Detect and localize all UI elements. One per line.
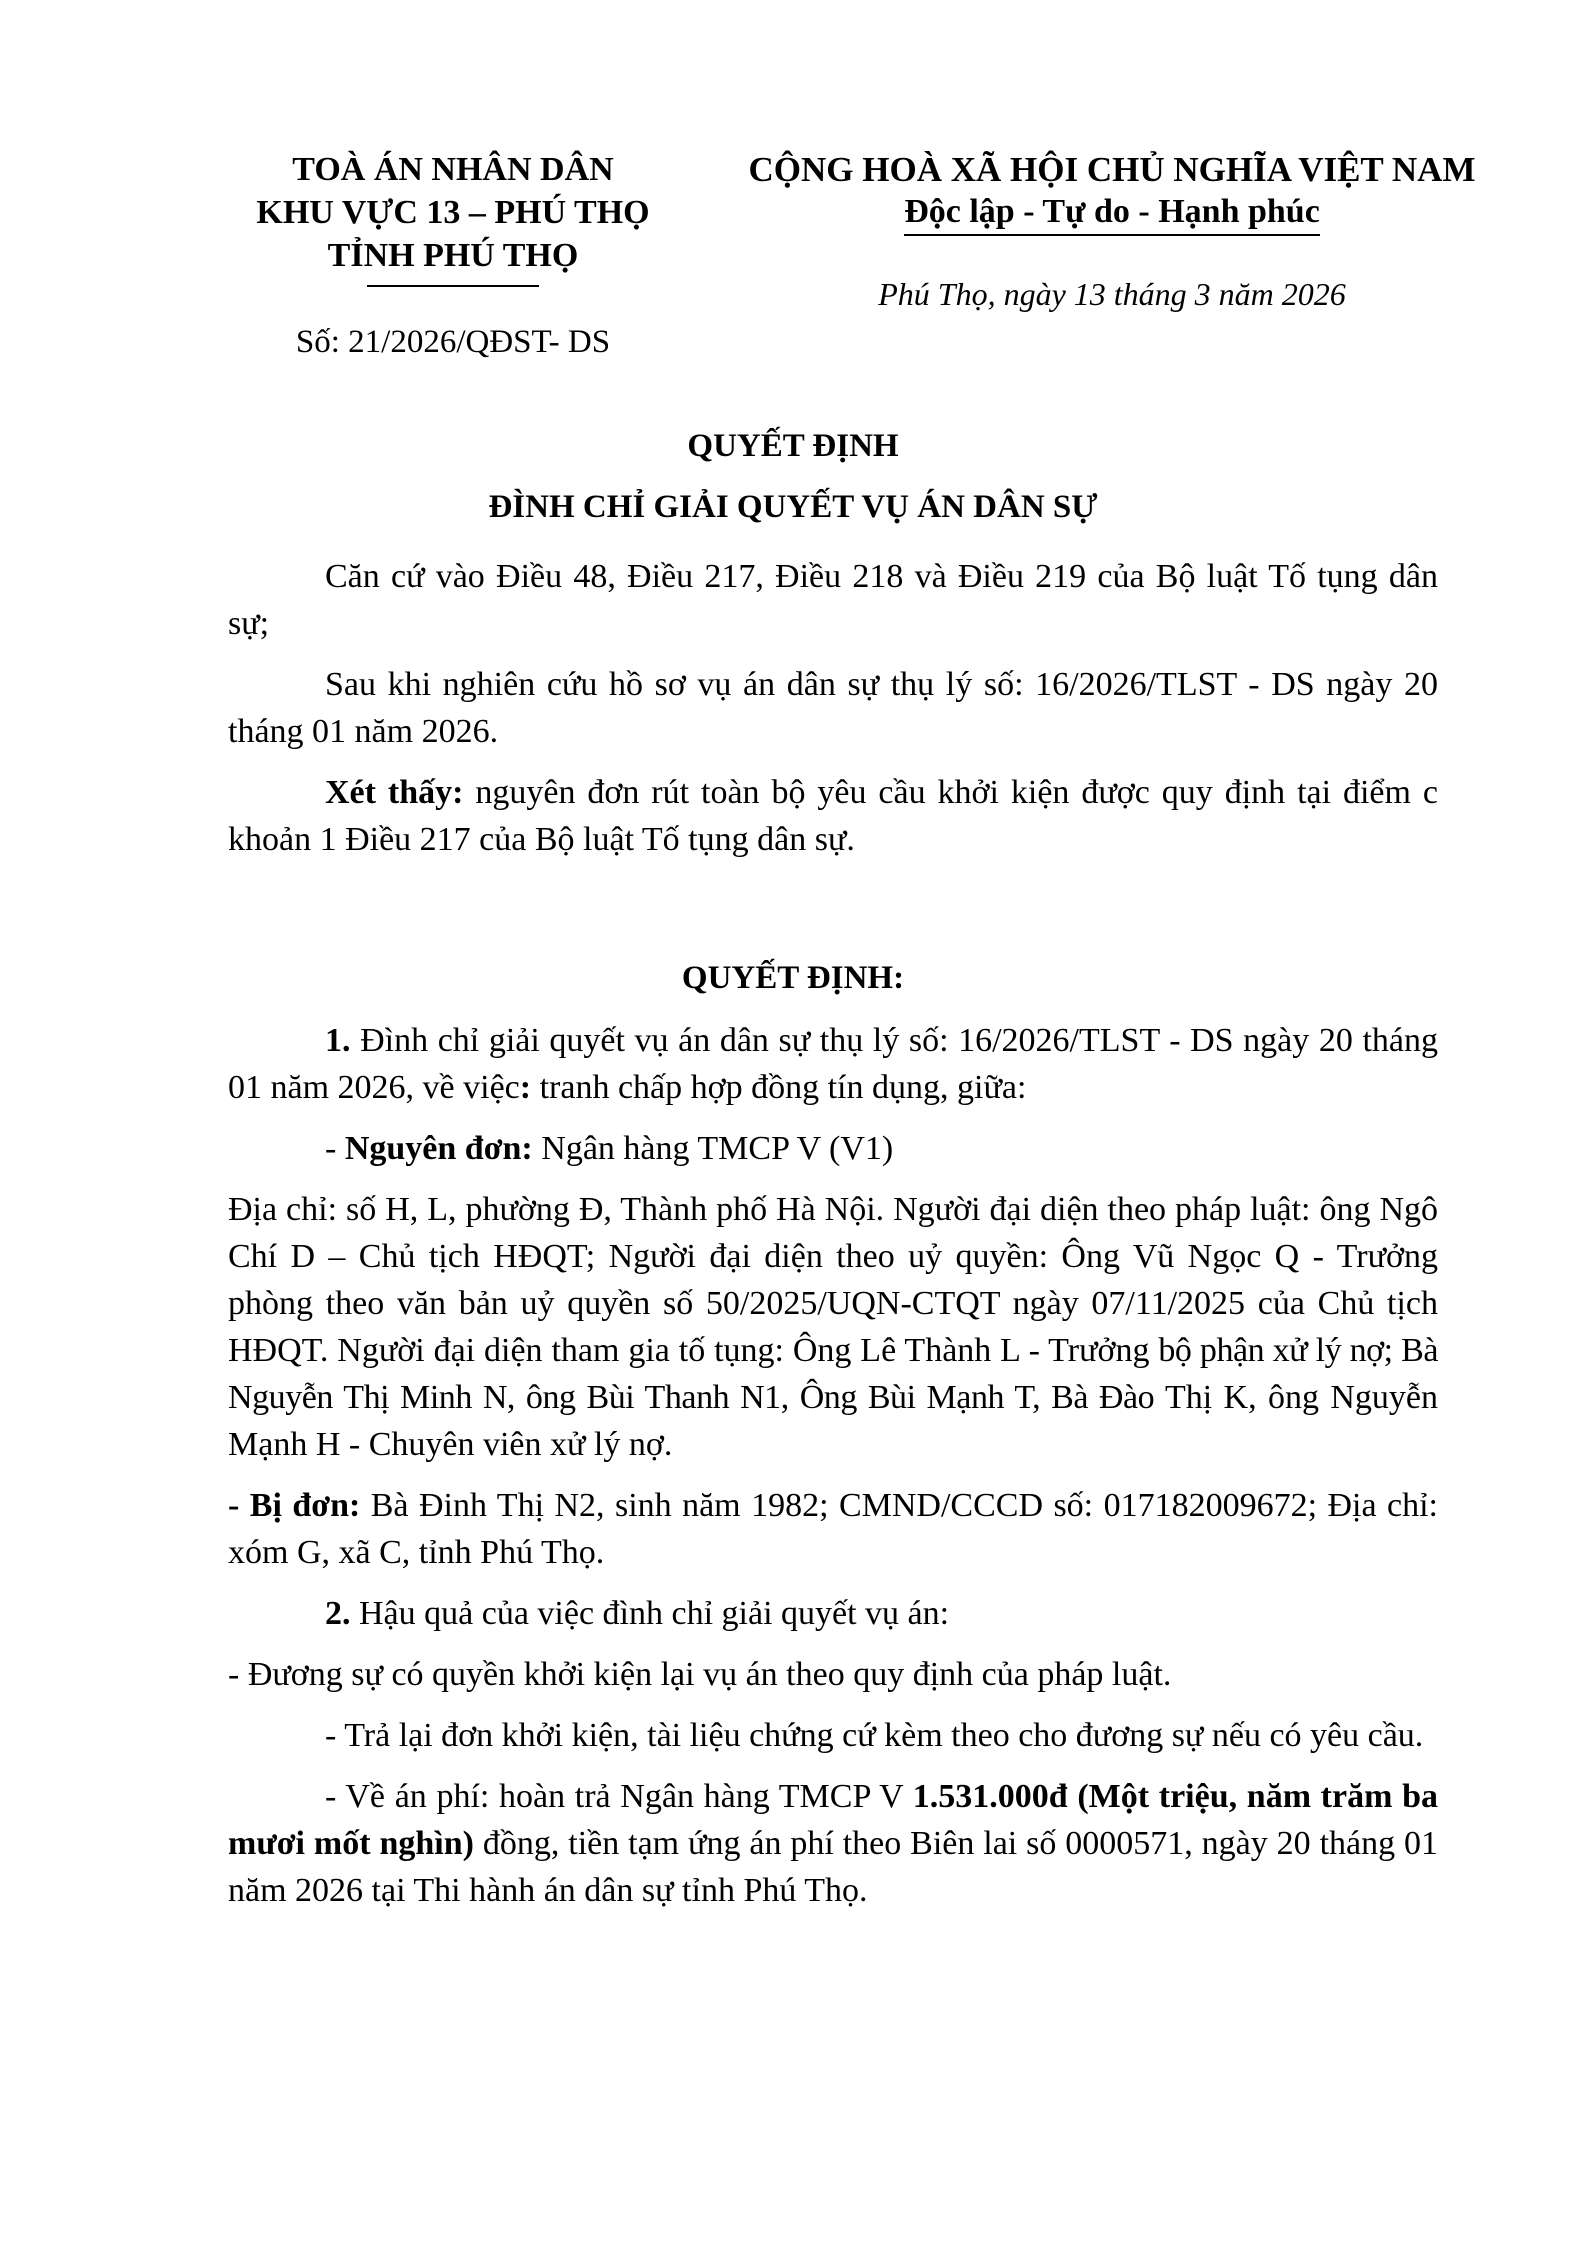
fee-suffix: đồng, tiền tạm ứng án phí theo Biên lai số 0000571, ngày 20 tháng 01 năm 2026 tại Thi hành án dân sự tỉnh Phú Thọ. xyxy=(228,1825,1439,1909)
decision-subject: ĐÌNH CHỈ GIẢI QUYẾT VỤ ÁN DÂN SỰ xyxy=(488,489,1098,525)
plaintiff-detail-c: Thị K, ông Nguyễn Mạnh H - Chuyên viên xử lý nợ. xyxy=(228,1379,1438,1463)
defendant-label: - Bị đơn: xyxy=(228,1487,361,1524)
plaintiff-label: Nguyên đơn: xyxy=(344,1130,533,1167)
national-header xyxy=(712,148,1512,236)
consequence-1: - Đương sự có quyền khởi kiện lại vụ án theo quy định của pháp luật. xyxy=(228,1656,1172,1693)
defendant xyxy=(228,1482,1438,1576)
court-name-line2: KHU VỰC 13 – PHÚ THỌ xyxy=(256,194,650,231)
country-name: CỘNG HOÀ XÃ HỘI CHỦ NGHĨA VIỆT NAM xyxy=(748,150,1476,189)
court-header-divider xyxy=(367,285,539,287)
plaintiff-detail-b: bộ phận xử lý nợ; Bà Nguyễn Thị Minh N, ông Bùi Thanh N1, Ông Bùi Mạnh T, Bà Đào xyxy=(228,1332,1438,1416)
decision-heading: QUYẾT ĐỊNH: xyxy=(681,960,905,996)
item-1-colon: : xyxy=(519,1069,532,1106)
plaintiff-prefix: - xyxy=(325,1130,345,1167)
place-date: Phú Thọ, ngày 13 tháng 3 năm 2026 xyxy=(878,276,1346,312)
finding xyxy=(228,769,1438,863)
plaintiff-detail-a: Địa chỉ: số H, L, phường Đ, Thành phố Hà Nội. Người đại diện theo pháp luật: ông Ngô Chí D – Chủ tịch HĐQT; Người đại diện theo uỷ quyền: Ông Vũ Ngọc Q - Trưởng phòng theo văn bản uỷ quyền số 50/2025/UQN-CTQT ngày 07/11/2025 của Chủ tịch HĐQT. Người đại diện tham gia tố tụng: Ông Lê Thành L - Trưởng xyxy=(228,1191,1438,1369)
finding-text: nguyên đơn rút toàn bộ yêu cầu khởi kiện được quy định tại điểm c khoản 1 Điều 217 của Bộ luật Tố tụng dân sự. xyxy=(228,774,1438,858)
document-number: Số: 21/2026/QĐST- DS xyxy=(295,324,611,360)
decision-title: QUYẾT ĐỊNH xyxy=(687,428,899,464)
plaintiff xyxy=(228,1125,1438,1172)
decision-item-1 xyxy=(228,1017,1438,1111)
defendant-text: Bà Đinh Thị N2, sinh năm 1982; CMND/CCCD số: 017182009672; Địa chỉ: xóm G, xã C, tỉnh Phú Thọ. xyxy=(228,1487,1438,1571)
court-fee xyxy=(228,1773,1438,1914)
court-name-line3: TỈNH PHÚ THỌ xyxy=(327,237,579,274)
plaintiff-detail xyxy=(228,1186,1438,1468)
court-header xyxy=(228,148,678,287)
item-2-text: Hậu quả của việc đình chỉ giải quyết vụ án: xyxy=(350,1595,950,1632)
decision-item-2 xyxy=(228,1590,1438,1637)
preamble xyxy=(228,553,1438,863)
item-2-number: 2. xyxy=(325,1595,351,1632)
fee-prefix: - Về án phí: hoàn trả Ngân hàng TMCP V xyxy=(325,1778,913,1815)
decision-body xyxy=(228,1017,1438,1914)
legal-basis: Căn cứ vào Điều 48, Điều 217, Điều 218 và Điều 219 của Bộ luật Tố tụng dân sự; xyxy=(228,558,1438,642)
case-review: Sau khi nghiên cứu hồ sơ vụ án dân sự thụ lý số: 16/2026/TLST - DS ngày 20 tháng 01 năm 2026. xyxy=(228,666,1438,750)
fee-amount: 1.531.000đ (Một triệu, năm trăm ba mươi mốt nghìn) xyxy=(228,1778,1438,1862)
plaintiff-name: Ngân hàng TMCP V (V1) xyxy=(532,1130,894,1167)
court-name-line1: TOÀ ÁN NHÂN DÂN xyxy=(292,151,614,188)
national-motto: Độc lập - Tự do - Hạnh phúc xyxy=(904,191,1320,236)
finding-label: Xét thấy: xyxy=(325,774,464,811)
item-1-number: 1. xyxy=(325,1022,351,1059)
consequence-2: - Trả lại đơn khởi kiện, tài liệu chứng cứ kèm theo cho đương sự nếu có yêu cầu. xyxy=(325,1717,1424,1754)
item-1-text: Đình chỉ giải quyết vụ án dân sự thụ lý số: 16/2026/TLST - DS ngày 20 tháng 01 năm 2026, về việc xyxy=(228,1022,1438,1106)
item-1-tail: tranh chấp hợp đồng tín dụng, giữa: xyxy=(531,1069,1027,1106)
